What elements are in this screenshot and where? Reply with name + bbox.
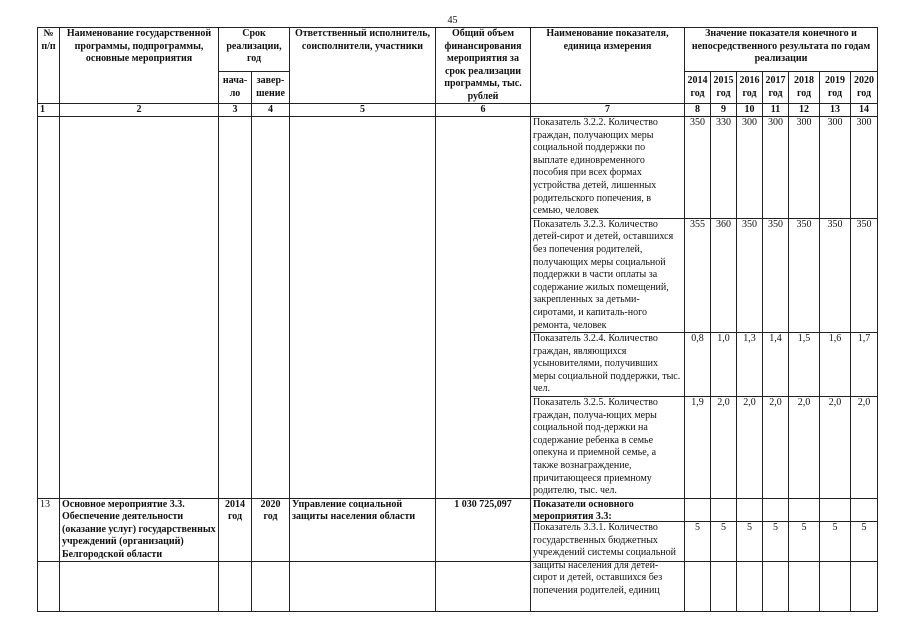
indicator-name: Показатель 3.2.2. Количество граждан, получающих меры социальной поддержки по выплате единовременного пособия при всех формах устройства детей, лишенных родительского попечения, в семью, человек (531, 117, 685, 219)
term-start: 2014 год (219, 498, 252, 562)
header-year: 2018 год (789, 72, 820, 104)
empty-cell (436, 522, 531, 612)
column-number: 11 (763, 104, 789, 117)
indicator-value: 330 (711, 117, 737, 219)
page-number: 45 (447, 15, 458, 26)
column-number: 10 (737, 104, 763, 117)
column-number: 7 (531, 104, 685, 117)
empty-cell (290, 117, 436, 499)
column-number: 6 (436, 104, 531, 117)
indicator-value: 1,5 (789, 333, 820, 397)
empty-cell (290, 522, 436, 612)
header-executor: Ответственный исполнитель, соисполнители, участники (290, 28, 436, 104)
table-row (38, 522, 878, 612)
column-number: 2 (60, 104, 219, 117)
empty-cell (252, 522, 290, 612)
indicator-value: 350 (820, 218, 851, 332)
indicator-value: 1,4 (763, 333, 789, 397)
indicator-value: 5 (711, 522, 737, 612)
indicator-value: 2,0 (789, 397, 820, 499)
empty-cell (60, 117, 219, 499)
header-year: 2015 год (711, 72, 737, 104)
column-number: 9 (711, 104, 737, 117)
indicator-value: 5 (789, 522, 820, 612)
column-number: 8 (685, 104, 711, 117)
financing-volume: 1 030 725,097 (436, 498, 531, 562)
column-number: 14 (851, 104, 878, 117)
indicator-value: 355 (685, 218, 711, 332)
empty-cell (436, 117, 531, 499)
indicator-value: 300 (820, 117, 851, 219)
indicator-value: 1,9 (685, 397, 711, 499)
header-volume: Общий объем финансирования мероприятия за срок реализации программы, тыс. рублей (436, 28, 531, 104)
header-no: № п/п (38, 28, 60, 104)
header-term-start: нача-ло (219, 72, 252, 104)
indicator-value: 2,0 (851, 397, 878, 499)
indicator-value: 300 (763, 117, 789, 219)
indicator-value: 300 (789, 117, 820, 219)
indicator-name: Показатель 3.2.5. Количество граждан, получа-ющих меры социальной под-держки на содержание ребенка в семье опекуна и приемной семье, а также вознаграждение, причитающееся приемному родителю, тыс. чел. (531, 397, 685, 499)
header-term: Срок реализации, год (219, 28, 290, 72)
empty-cell (38, 522, 60, 612)
indicator-value: 5 (851, 522, 878, 612)
measure-name: Основное мероприятие 3.3. Обеспечение деятельности (оказание услуг) государственных учреждений (организаций) Белгородской области (60, 498, 219, 562)
indicator-value: 1,6 (820, 333, 851, 397)
indicator-value: 5 (763, 522, 789, 612)
column-number: 3 (219, 104, 252, 117)
indicator-value: 350 (737, 218, 763, 332)
executor: Управление социальной защиты населения области (290, 498, 436, 562)
indicator-value: 350 (851, 218, 878, 332)
header-term-end: завер-шение (252, 72, 290, 104)
column-number: 12 (789, 104, 820, 117)
empty-cell (219, 117, 252, 499)
indicator-value: 1,0 (711, 333, 737, 397)
empty-cell (219, 522, 252, 612)
empty-cell (38, 117, 60, 499)
table-row (38, 117, 878, 219)
header-year: 2017 год (763, 72, 789, 104)
indicator-name: Показатель 3.2.3. Количество детей-сирот и детей, оставшихся без попечения родителей, получающих меры социальной поддержки в части оплаты за содержание жилых помещений, закрепленных за детьми-сиротами, и капиталь-ного ремонта, человек (531, 218, 685, 332)
indicator-value: 350 (789, 218, 820, 332)
column-number: 5 (290, 104, 436, 117)
indicator-value: 2,0 (711, 397, 737, 499)
indicator-value: 2,0 (737, 397, 763, 499)
term-end: 2020 год (252, 498, 290, 562)
header-year: 2020 год (851, 72, 878, 104)
indicator-value: 1,3 (737, 333, 763, 397)
indicator-value: 5 (737, 522, 763, 612)
column-number-row (38, 104, 878, 117)
indicator-value: 360 (711, 218, 737, 332)
indicator-value: 2,0 (763, 397, 789, 499)
indicator-value: 5 (820, 522, 851, 612)
header-name: Наименование государственной программы, подпрограммы, основные мероприятия (60, 28, 219, 104)
indicator-value: 350 (763, 218, 789, 332)
header-row-1 (38, 28, 878, 72)
header-year: 2014 год (685, 72, 711, 104)
indicator-value: 350 (685, 117, 711, 219)
column-number: 13 (820, 104, 851, 117)
empty-cell (252, 117, 290, 499)
indicator-value: 0,8 (685, 333, 711, 397)
empty-cell (60, 522, 219, 612)
header-year: 2016 год (737, 72, 763, 104)
column-number: 1 (38, 104, 60, 117)
row-number: 13 (38, 498, 60, 562)
indicator-name: Показатель 3.2.4. Количество граждан, являющихся усыновителями, получивших меры социальной поддержки, тыс. чел. (531, 333, 685, 397)
indicator-name: Показатель 3.3.1. Количество государственных бюджетных учреждений системы социальной защиты населения для детей-сирот и детей, оставшихся без попечения родителей, единиц (531, 522, 685, 612)
indicator-value: 5 (685, 522, 711, 612)
indicator-value: 300 (737, 117, 763, 219)
header-year: 2019 год (820, 72, 851, 104)
indicator-value: 2,0 (820, 397, 851, 499)
header-values: Значение показателя конечного и непосредственного результата по годам реализации (685, 28, 878, 72)
program-table (37, 27, 878, 562)
column-number: 4 (252, 104, 290, 117)
header-indicator: Наименование показателя, единица измерения (531, 28, 685, 104)
indicators-title: Показатели основного мероприятия 3.3: (531, 498, 685, 562)
indicator-value: 300 (851, 117, 878, 219)
indicator-value: 1,7 (851, 333, 878, 397)
program-table-continued (37, 521, 878, 612)
